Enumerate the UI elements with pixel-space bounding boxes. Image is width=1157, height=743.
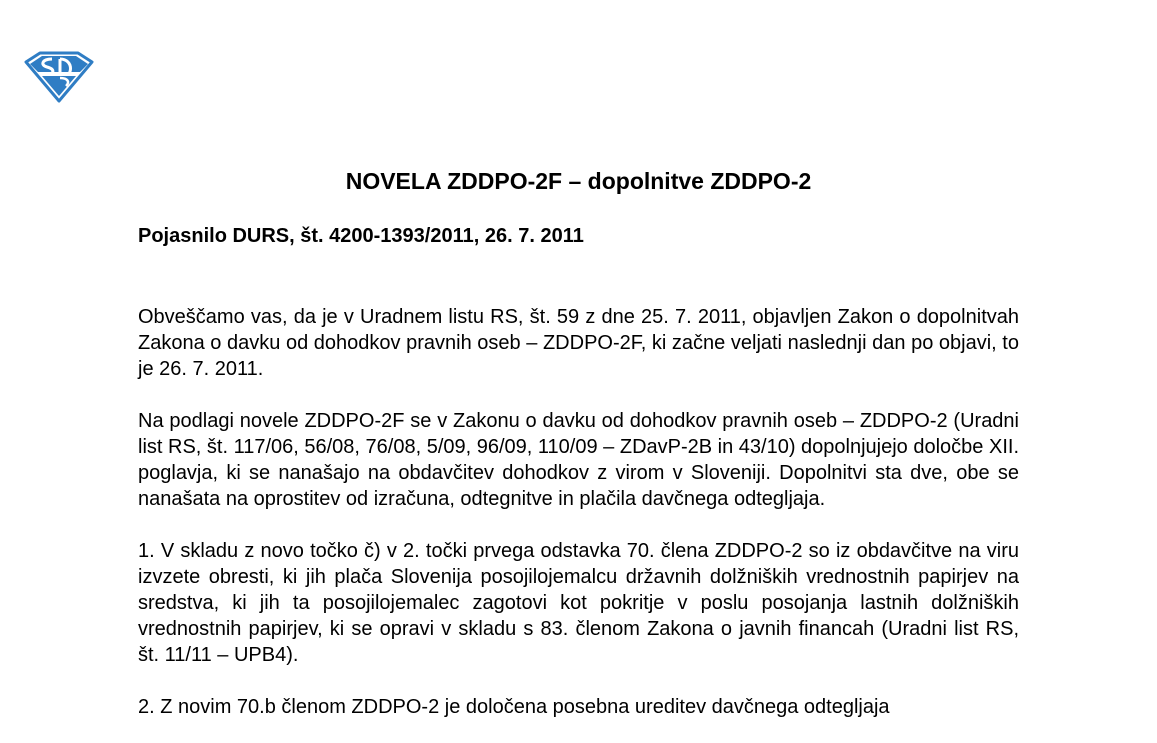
document-subtitle: Pojasnilo DURS, št. 4200-1393/2011, 26. 7. 2011 [138,225,584,247]
paragraph: Obveščamo vas, da je v Uradnem listu RS, št. 59 z dne 25. 7. 2011, objavljen Zakon o dopolnitvah Zakona o davku od dohodkov pravnih oseb – ZDDPO-2F, ki začne veljati naslednji dan po objavi, to je 26. 7. 2011. [138,306,1019,380]
paragraph: Na podlagi novele ZDDPO-2F se v Zakonu o davku od dohodkov pravnih oseb – ZDDPO-2 (Uradni list RS, št. 117/06, 56/08, 76/08, 5/09, 96/09, 110/09 – ZDavP-2B in 43/10) dopolnjujejo določbe XII. poglavja, ki se nanašajo na obdavčitev dohodkov z virom v Sloveniji. Dopolnitvi sta dve, obe se nanašata na oprostitev od izračuna, odtegnitve in plačila davčnega odtegljaja. [138,410,1019,510]
paragraph: 1. V skladu z novo točko č) v 2. točki prvega odstavka 70. člena ZDDPO-2 so iz obdavčitve na viru izvzete obresti, ki jih plača Slovenija posojilojemalcu državnih dolžniških vrednostnih papirjev na sredstva, ki jih ta posojilojemalec zagotovi kot pokritje v poslu posojanja lastnih dolžniških vrednostnih papirjev, ki se opravi v skladu s 83. členom Zakona o javnih financah (Uradni list RS, št. 11/11 – UPB4). [138,540,1019,666]
document-body [138,304,1019,743]
document-title: NOVELA ZDDPO-2F – dopolnitve ZDDPO-2 [345,168,812,194]
sd-shield-logo-icon [22,50,96,104]
paragraph: 2. Z novim 70.b členom ZDDPO-2 je določena posebna ureditev davčnega odtegljaja [138,696,890,718]
